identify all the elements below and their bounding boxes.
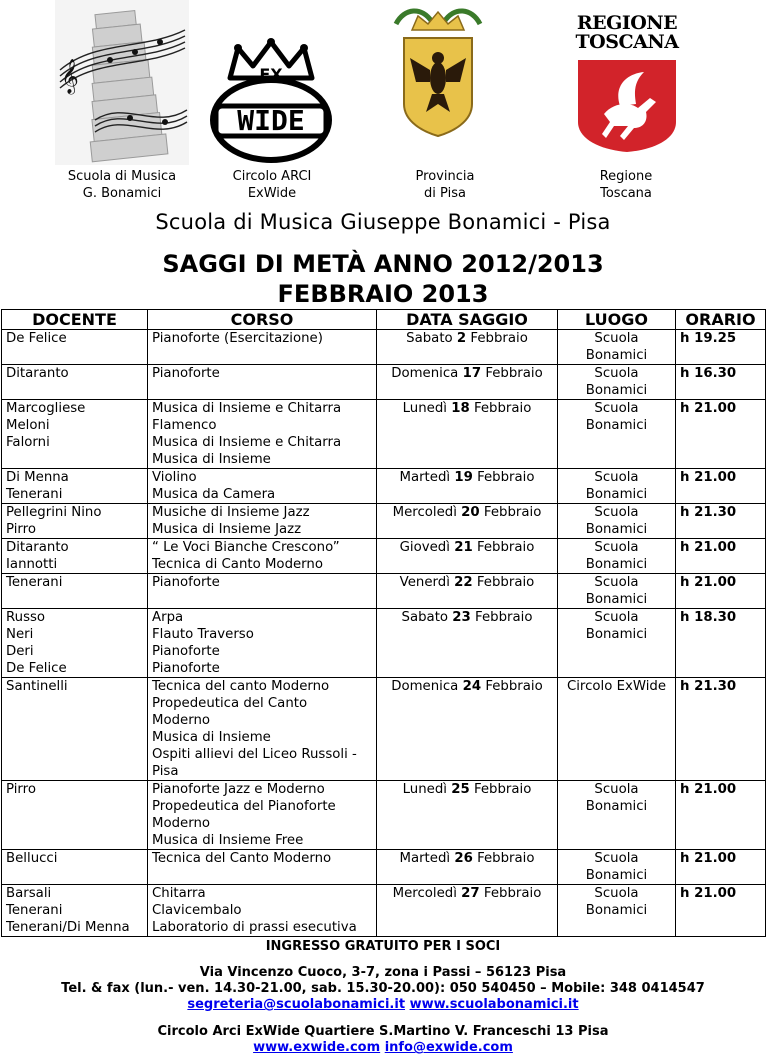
exwide-caption-line2: ExWide: [247, 186, 297, 201]
data-saggio-cell: [377, 400, 558, 469]
corso-cell-line: Moderno: [152, 713, 211, 728]
header-data-saggio: DATA SAGGIO: [377, 310, 558, 330]
docente-cell-line: Bellucci: [6, 851, 58, 866]
free-entry-note: INGRESSO GRATUITO PER I SOCI: [265, 939, 501, 954]
table-row: [2, 609, 766, 678]
data-saggio-cell: [377, 365, 558, 400]
table-row: [2, 885, 766, 937]
date-month: Febbraio: [485, 366, 543, 381]
date-month: Febbraio: [473, 782, 532, 797]
date-day: Mercoledì: [392, 886, 457, 901]
data-saggio-cell: [377, 609, 558, 678]
corso-cell: [148, 539, 377, 574]
toscana-word: TOSCANA: [575, 31, 679, 53]
docente-cell: [2, 539, 148, 574]
corso-cell-line: Moderno: [152, 816, 211, 831]
docente-cell-line: Iannotti: [6, 557, 58, 572]
corso-cell-line: Pianoforte: [152, 575, 220, 590]
docente-cell-line: Neri: [6, 627, 34, 642]
corso-cell-line: Flamenco: [152, 418, 217, 433]
corso-cell: [148, 885, 377, 937]
luogo-cell-line: Scuola: [594, 540, 639, 555]
page-title: SAGGI DI METÀ ANNO 2012/2013: [162, 250, 604, 278]
date-month: Febbraio: [477, 851, 535, 866]
date-day: Martedì: [399, 470, 451, 485]
table-header-row: [2, 310, 766, 330]
docente-cell-line: Pirro: [6, 782, 36, 797]
orario-cell: h 21.00: [676, 885, 766, 937]
luogo-cell-line: Scuola: [594, 575, 639, 590]
date-month: Febbraio: [475, 610, 533, 625]
exwide-caption-line1: Circolo ARCI: [232, 169, 312, 184]
page-title-month: FEBBRAIO 2013: [277, 280, 489, 308]
luogo-cell-line: Scuola: [594, 886, 639, 901]
data-saggio-cell: [377, 469, 558, 504]
date-day: Mercoledì: [392, 505, 457, 520]
docente-cell-line: Meloni: [6, 418, 50, 433]
table-row: [2, 400, 766, 469]
corso-cell-line: Pianoforte Jazz e Moderno: [152, 782, 325, 797]
header-corso: CORSO: [148, 310, 377, 330]
luogo-cell: [558, 678, 676, 781]
logo-header: [0, 0, 766, 205]
corso-cell: [148, 365, 377, 400]
date-month: Febbraio: [477, 470, 535, 485]
docente-cell: [2, 609, 148, 678]
regione-toscana-logo: [574, 14, 680, 154]
docente-cell-line: Barsali: [6, 886, 52, 901]
luogo-cell-line: Circolo ExWide: [566, 679, 667, 694]
luogo-cell: [558, 504, 676, 539]
data-saggio-cell: [377, 504, 558, 539]
corso-cell-line: Propedeutica del Canto: [152, 696, 308, 711]
corso-cell: [148, 504, 377, 539]
school-subtitle: Scuola di Musica Giuseppe Bonamici - Pisa: [155, 210, 611, 234]
docente-cell: [2, 330, 148, 365]
luogo-cell: [558, 609, 676, 678]
bonamici-caption-line1: Scuola di Musica: [67, 169, 177, 184]
regione-word: REGIONE: [576, 12, 678, 34]
bonamici-logo: [55, 0, 189, 165]
docente-cell-line: De Felice: [6, 661, 67, 676]
corso-cell: [148, 330, 377, 365]
footer-circolo: Circolo Arci ExWide Quartiere S.Martino V. Franceschi 13 Pisa: [157, 1024, 609, 1039]
date-number: 24: [462, 679, 482, 694]
date-day: Lunedì: [402, 401, 447, 416]
data-saggio-cell: [377, 574, 558, 609]
date-month: Febbraio: [476, 575, 535, 590]
exwide-crown-icon: [208, 38, 334, 164]
footer-contacts: [0, 997, 766, 1013]
date-day: Martedì: [399, 851, 451, 866]
date-month: Febbraio: [485, 679, 543, 694]
date-number: 2: [456, 331, 467, 346]
luogo-cell-line: Bonamici: [585, 799, 648, 814]
data-saggio-cell: [377, 781, 558, 850]
corso-cell: [148, 850, 377, 885]
docente-cell: [2, 365, 148, 400]
corso-cell-line: Pisa: [152, 764, 179, 779]
orario-cell: h 21.00: [676, 850, 766, 885]
corso-cell-line: Tecnica di Canto Moderno: [152, 557, 323, 572]
luogo-cell-line: Bonamici: [585, 348, 648, 363]
regione-caption-line1: Regione: [599, 169, 653, 184]
docente-cell: [2, 400, 148, 469]
luogo-cell-line: Scuola: [594, 505, 639, 520]
date-month: Febbraio: [470, 331, 528, 346]
orario-cell: h 21.00: [676, 539, 766, 574]
docente-cell: [2, 574, 148, 609]
luogo-cell-line: Scuola: [594, 851, 639, 866]
docente-cell: [2, 781, 148, 850]
luogo-cell-line: Bonamici: [585, 903, 648, 918]
docente-cell-line: Ditaranto: [6, 540, 69, 555]
corso-cell: [148, 678, 377, 781]
corso-cell-line: Laboratorio di prassi esecutiva: [152, 920, 357, 935]
luogo-cell-line: Scuola: [594, 610, 639, 625]
docente-cell-line: Tenerani: [6, 903, 63, 918]
provincia-caption-line2: di Pisa: [424, 186, 466, 201]
luogo-cell: [558, 400, 676, 469]
orario-cell: h 21.00: [676, 469, 766, 504]
footer-phone: Tel. & fax (lun.- ven. 14.30-21.00, sab. 15.30-20.00): 050 540450 – Mobile: 348 0414547: [61, 981, 705, 996]
data-saggio-cell: [377, 885, 558, 937]
docente-cell-line: Tenerani/Di Menna: [6, 920, 130, 935]
docente-cell-line: Santinelli: [6, 679, 68, 694]
orario-cell: h 16.30: [676, 365, 766, 400]
corso-cell-line: Arpa: [152, 610, 184, 625]
data-saggio-cell: [377, 330, 558, 365]
table-row: [2, 678, 766, 781]
date-day: Domenica: [391, 366, 459, 381]
data-saggio-cell: [377, 539, 558, 574]
luogo-cell: [558, 539, 676, 574]
corso-cell-line: Tecnica del Canto Moderno: [152, 851, 332, 866]
docente-cell-line: Ditaranto: [6, 366, 69, 381]
luogo-cell-line: Scuola: [594, 331, 639, 346]
orario-cell: h 19.25: [676, 330, 766, 365]
orario-cell: h 21.00: [676, 400, 766, 469]
date-day: Venerdì: [399, 575, 450, 590]
luogo-cell: [558, 330, 676, 365]
email-link-exwide[interactable]: info@exwide.com: [384, 1040, 513, 1055]
footer-address: Via Vincenzo Cuoco, 3-7, zona i Passi – 56123 Pisa: [199, 965, 567, 980]
luogo-cell-line: Bonamici: [585, 592, 648, 607]
docente-cell-line: Tenerani: [6, 487, 63, 502]
docente-cell-line: Falorni: [6, 435, 50, 450]
docente-cell-line: Di Menna: [6, 470, 69, 485]
luogo-cell: [558, 365, 676, 400]
orario-cell: h 21.00: [676, 574, 766, 609]
corso-cell: [148, 781, 377, 850]
luogo-cell-line: Bonamici: [585, 487, 648, 502]
corso-cell-line: Violino: [152, 470, 197, 485]
luogo-cell-line: Bonamici: [585, 557, 648, 572]
exwide-logo: [208, 38, 334, 164]
table-row: [2, 781, 766, 850]
corso-cell-line: Musica di Insieme Free: [152, 833, 304, 848]
schedule-body: [2, 330, 766, 937]
corso-cell-line: Musica di Insieme: [152, 730, 271, 745]
date-month: Febbraio: [476, 540, 535, 555]
date-number: 20: [461, 505, 480, 520]
provincia-caption: [375, 168, 515, 202]
corso-cell-line: Pianoforte: [152, 366, 220, 381]
docente-cell-line: De Felice: [6, 331, 67, 346]
table-row: [2, 469, 766, 504]
luogo-cell-line: Bonamici: [585, 868, 648, 883]
docente-cell: [2, 678, 148, 781]
corso-cell-line: Musica da Camera: [152, 487, 276, 502]
corso-cell: [148, 609, 377, 678]
corso-cell-line: Flauto Traverso: [152, 627, 254, 642]
corso-cell-line: Propedeutica del Pianoforte: [152, 799, 336, 814]
orario-cell: h 21.30: [676, 678, 766, 781]
date-number: 26: [454, 851, 473, 866]
corso-cell-line: Musica di Insieme Jazz: [152, 522, 302, 537]
date-day: Lunedì: [402, 782, 447, 797]
bonamici-caption: [52, 168, 192, 202]
docente-cell-line: Deri: [6, 644, 34, 659]
data-saggio-cell: [377, 678, 558, 781]
date-day: Sabato: [401, 610, 449, 625]
docente-cell: [2, 504, 148, 539]
corso-cell-line: Chitarra: [152, 886, 206, 901]
corso-cell-line: Pianoforte: [152, 644, 220, 659]
corso-cell-line: Musica di Insieme e Chitarra: [152, 435, 342, 450]
docente-cell-line: Pirro: [6, 522, 36, 537]
web-link-bonamici[interactable]: www.scuolabonamici.it: [409, 997, 579, 1012]
table-row: [2, 330, 766, 365]
corso-cell-line: Musica di Insieme e Chitarra: [152, 401, 342, 416]
luogo-cell-line: Bonamici: [585, 522, 648, 537]
date-month: Febbraio: [473, 401, 532, 416]
table-row: [2, 539, 766, 574]
corso-cell: [148, 400, 377, 469]
date-number: 25: [451, 782, 470, 797]
luogo-cell-line: Bonamici: [585, 383, 648, 398]
table-row: [2, 365, 766, 400]
date-number: 23: [452, 610, 471, 625]
docente-cell-line: Pellegrini Nino: [6, 505, 102, 520]
docente-cell-line: Tenerani: [6, 575, 63, 590]
docente-cell: [2, 469, 148, 504]
luogo-cell-line: Scuola: [594, 782, 639, 797]
orario-cell: h 21.30: [676, 504, 766, 539]
date-number: 18: [451, 401, 470, 416]
regione-caption-line2: Toscana: [600, 186, 652, 201]
date-number: 19: [454, 470, 473, 485]
docente-cell-line: Russo: [6, 610, 46, 625]
luogo-cell-line: Bonamici: [585, 418, 648, 433]
exwide-caption: [202, 168, 342, 202]
email-link-segreteria[interactable]: segreteria@scuolabonamici.it: [187, 997, 406, 1012]
luogo-cell-line: Scuola: [594, 470, 639, 485]
table-row: [2, 574, 766, 609]
corso-cell-line: “ Le Voci Bianche Crescono”: [152, 540, 340, 555]
luogo-cell: [558, 469, 676, 504]
svg-text:EX: EX: [259, 65, 283, 84]
leaning-tower-icon: [55, 0, 189, 165]
header-luogo: LUOGO: [558, 310, 676, 330]
svg-text:WIDE: WIDE: [237, 104, 305, 137]
header-orario: ORARIO: [676, 310, 766, 330]
corso-cell-line: Musiche di Insieme Jazz: [152, 505, 310, 520]
corso-cell-line: Pianoforte: [152, 661, 220, 676]
luogo-cell: [558, 574, 676, 609]
regione-toscana-wordmark: [574, 14, 680, 52]
provincia-shield-icon: [392, 4, 484, 140]
date-number: 27: [461, 886, 480, 901]
corso-cell-line: Pianoforte (Esercitazione): [152, 331, 323, 346]
date-day: Sabato: [406, 331, 453, 346]
date-day: Giovedì: [399, 540, 450, 555]
corso-cell-line: Ospiti allievi del Liceo Russoli -: [152, 747, 357, 762]
pegasus-icon: [574, 58, 680, 154]
date-month: Febbraio: [483, 505, 542, 520]
header-docente: DOCENTE: [2, 310, 148, 330]
luogo-cell: [558, 885, 676, 937]
regione-caption: [556, 168, 696, 202]
luogo-cell-line: Scuola: [594, 401, 639, 416]
date-number: 22: [454, 575, 473, 590]
provincia-caption-line1: Provincia: [415, 169, 475, 184]
svg-text:𝄞: 𝄞: [61, 59, 79, 94]
corso-cell: [148, 469, 377, 504]
date-month: Febbraio: [483, 886, 542, 901]
bonamici-caption-line2: G. Bonamici: [82, 186, 162, 201]
orario-cell: h 18.30: [676, 609, 766, 678]
luogo-cell-line: Bonamici: [585, 627, 648, 642]
docente-cell: [2, 885, 148, 937]
corso-cell-line: Tecnica del canto Moderno: [152, 679, 330, 694]
orario-cell: h 21.00: [676, 781, 766, 850]
docente-cell-line: Marcogliese: [6, 401, 86, 416]
corso-cell-line: Musica di Insieme: [152, 452, 271, 467]
corso-cell: [148, 574, 377, 609]
schedule-table: [1, 309, 766, 937]
date-number: 21: [454, 540, 473, 555]
provincia-pisa-logo: [392, 4, 484, 140]
date-day: Domenica: [391, 679, 459, 694]
luogo-cell: [558, 781, 676, 850]
data-saggio-cell: [377, 850, 558, 885]
date-number: 17: [462, 366, 482, 381]
table-row: [2, 504, 766, 539]
docente-cell: [2, 850, 148, 885]
table-row: [2, 850, 766, 885]
luogo-cell-line: Scuola: [594, 366, 639, 381]
luogo-cell: [558, 850, 676, 885]
footer-exwide-contacts: [0, 1040, 766, 1056]
corso-cell-line: Clavicembalo: [152, 903, 242, 918]
web-link-exwide[interactable]: www.exwide.com: [253, 1040, 381, 1055]
